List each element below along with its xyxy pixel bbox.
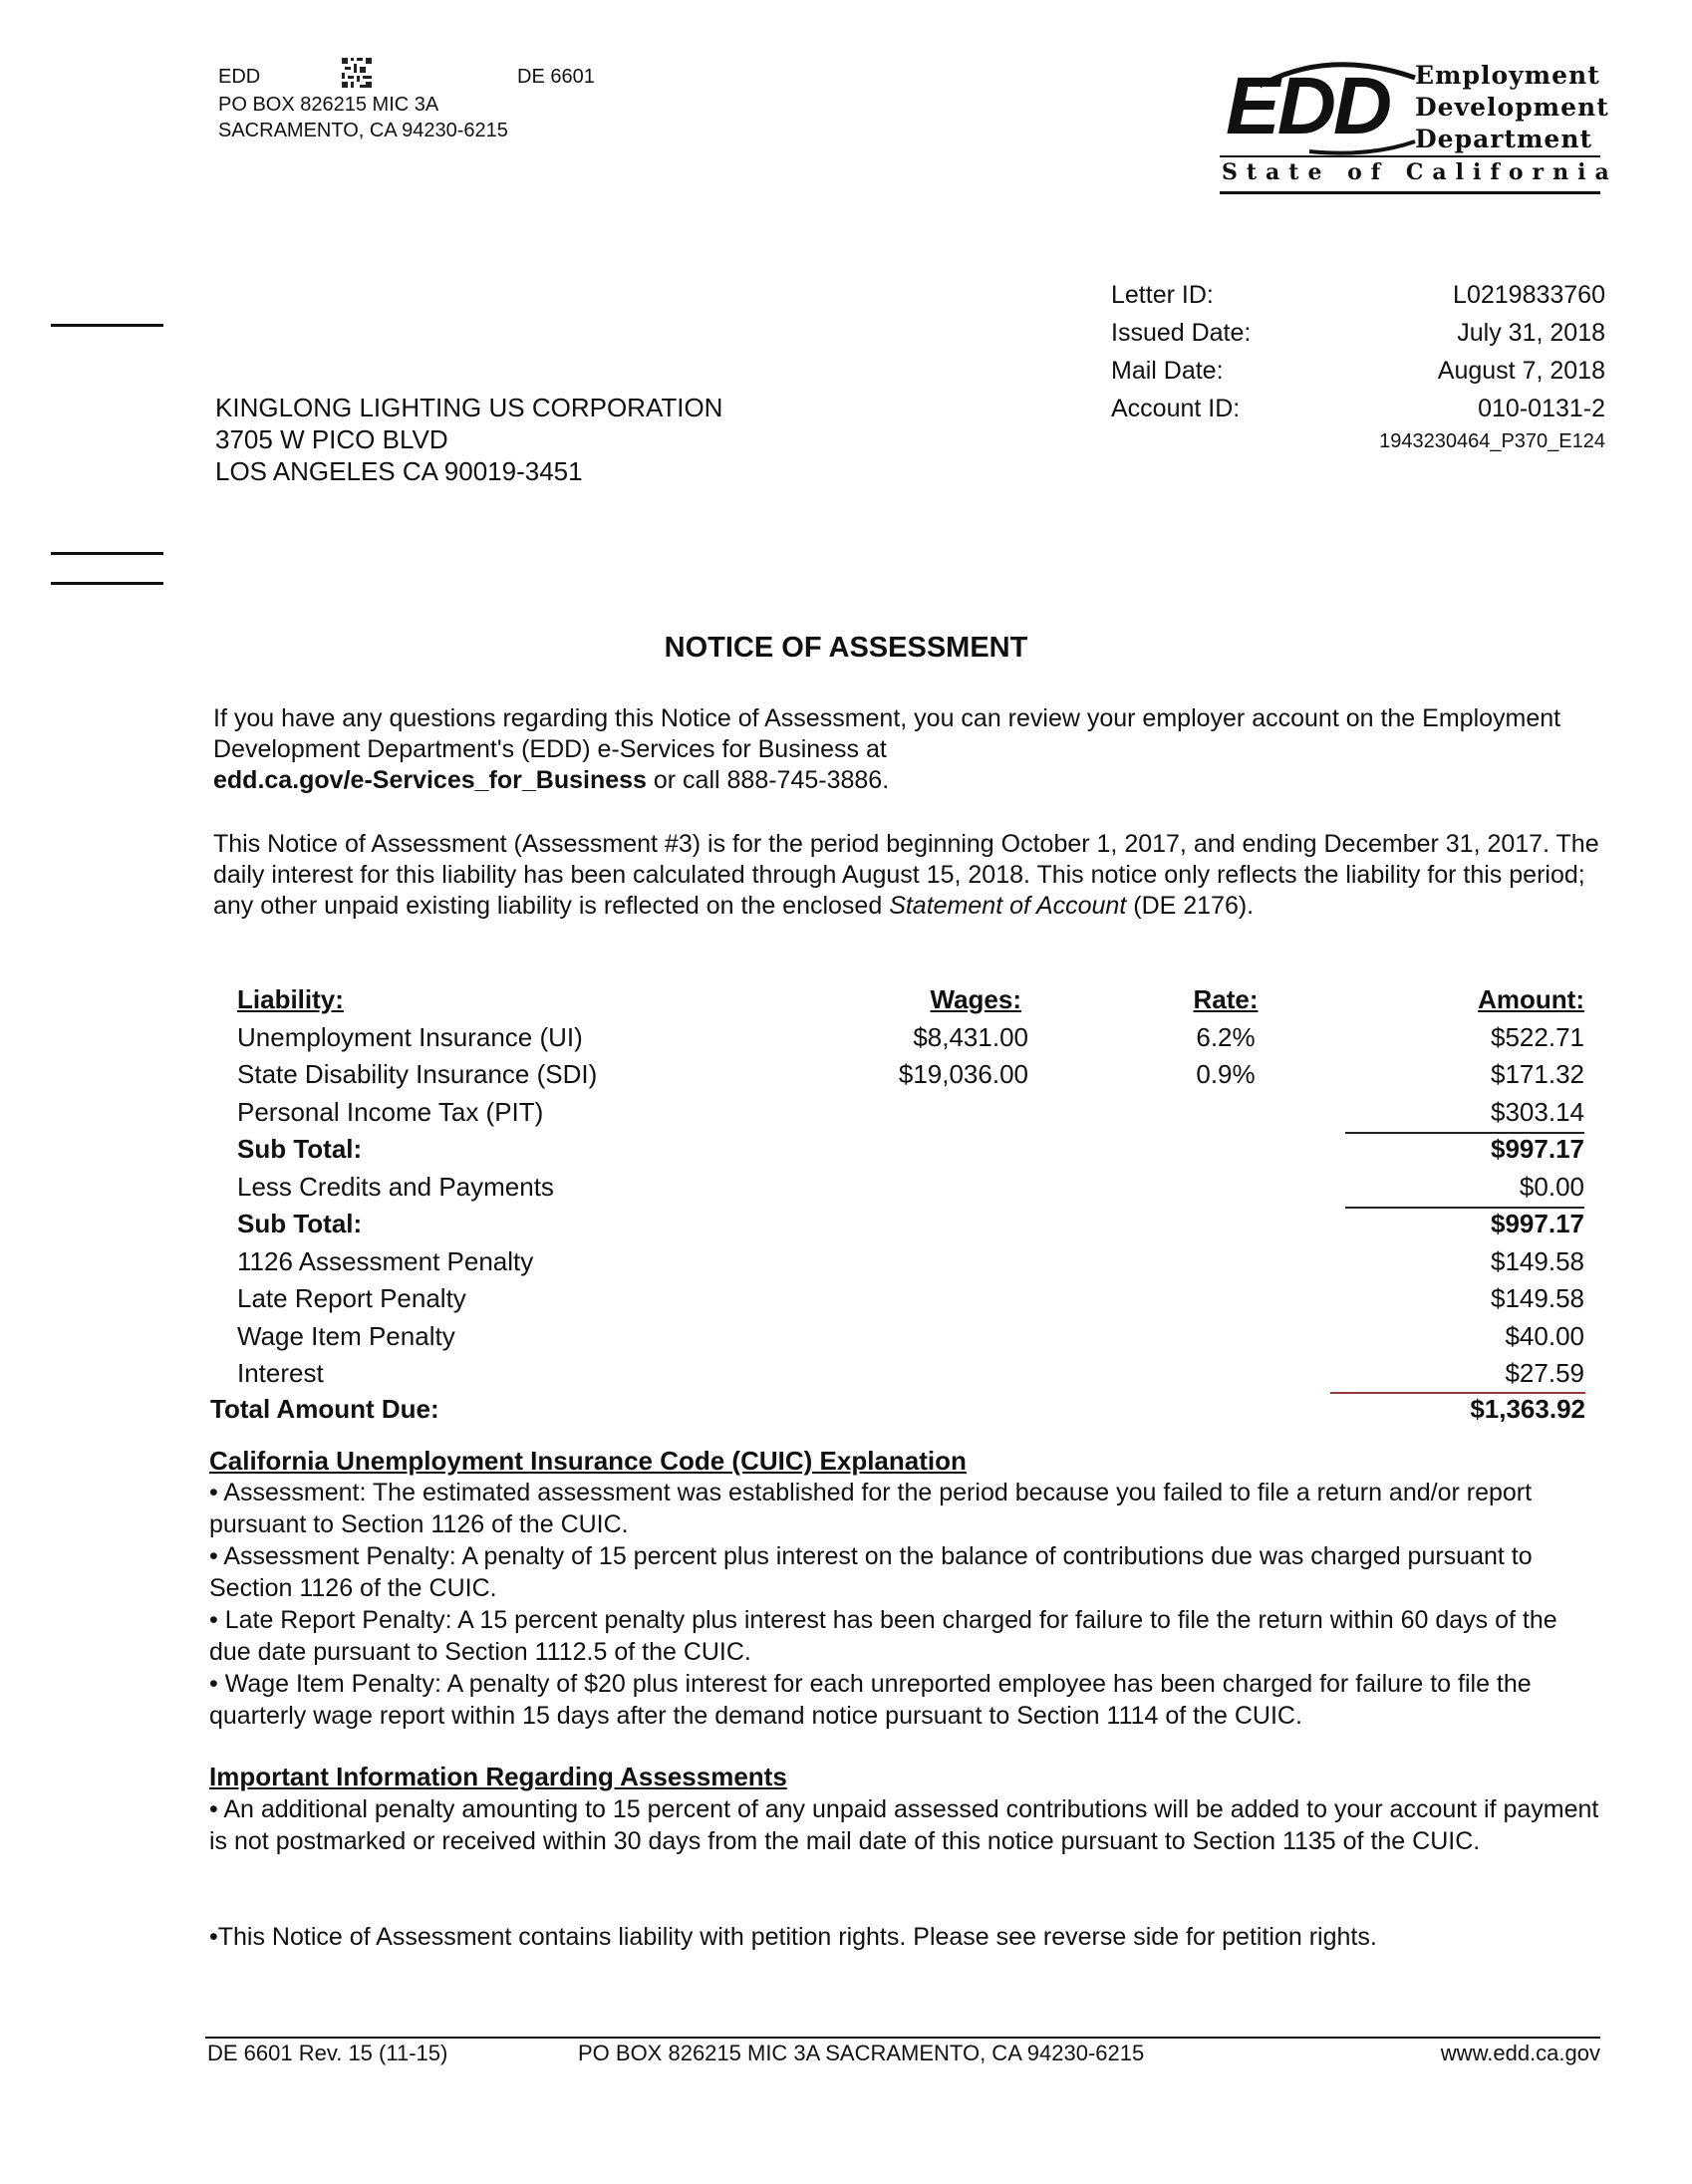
table-row: [209, 1283, 1584, 1321]
logo-name-line1: Employment: [1415, 61, 1600, 90]
liability-table: [209, 984, 1584, 1396]
subtotal-row: [209, 1134, 1584, 1172]
logo-underline: [1220, 191, 1600, 194]
rate-value: 0.9%: [1196, 1059, 1256, 1089]
sender-address-line1: PO BOX 826215 MIC 3A: [218, 94, 439, 116]
wages-value: $19,036.00: [898, 1059, 1028, 1089]
statement-of-account-ref: Statement of Account: [889, 892, 1127, 920]
recipient-city: LOS ANGELES CA 90019-3451: [215, 456, 583, 486]
total-amount: $1,363.92: [1470, 1394, 1585, 1424]
barcode-icon: [342, 58, 372, 88]
sender-org: EDD: [218, 66, 261, 88]
important-info-heading: Important Information Regarding Assessments: [209, 1762, 787, 1791]
amount-value: $0.00: [1519, 1171, 1584, 1202]
table-row: [209, 1059, 1584, 1097]
logo-name-line3: Department: [1415, 125, 1593, 153]
footer-rule: [205, 2037, 1600, 2039]
amount-value: $149.58: [1491, 1283, 1584, 1313]
logo-name-line2: Development: [1415, 93, 1609, 122]
mail-date: August 7, 2018: [1437, 357, 1605, 385]
recipient-street: 3705 W PICO BLVD: [215, 424, 448, 454]
petition-rights-note: •This Notice of Assessment contains liability with petition rights. Please see reverse side for petition rights.: [209, 1923, 1377, 1951]
table-row: [209, 1358, 1584, 1396]
amount-value: $522.71: [1491, 1021, 1584, 1052]
letter-info: [1111, 281, 1605, 452]
liability-label: Interest: [237, 1358, 324, 1388]
liability-label: 1126 Assessment Penalty: [237, 1245, 534, 1276]
amount-value: $149.58: [1491, 1245, 1584, 1276]
page-title: NOTICE OF ASSESSMENT: [664, 632, 1028, 664]
intro-text: If you have any questions regarding this Notice of Assessment, you can review your employer account on the Employment Development Department's (EDD) e-Services for Business at: [213, 704, 1561, 763]
edd-logo: [1220, 56, 1618, 195]
list-item: • Assessment Penalty: A penalty of 15 percent plus interest on the balance of contributions due was charged pursuant to Section 1126 of the CUIC.: [209, 1542, 1533, 1602]
cuic-bullet-list: [209, 1477, 1604, 1732]
letter-id: L0219833760: [1453, 281, 1605, 309]
table-row: [209, 1321, 1584, 1359]
account-id-label: Account ID:: [1111, 395, 1241, 422]
list-item: • Late Report Penalty: A 15 percent penalty plus interest has been charged for failure to file the return within 60 days of the due date pursuant to Section 1112.5 of the CUIC.: [209, 1606, 1557, 1666]
eservices-link[interactable]: edd.ca.gov/e-Services_for_Business: [213, 766, 647, 794]
subtotal-amount: $997.17: [1491, 1134, 1584, 1164]
subtotal-amount: $997.17: [1491, 1209, 1584, 1238]
footer-website[interactable]: www.edd.ca.gov: [1440, 2041, 1600, 2065]
intro-paragraph: [213, 703, 1608, 796]
table-header-row: [209, 984, 1584, 1022]
liability-label: Late Report Penalty: [237, 1283, 466, 1313]
mail-date-label: Mail Date:: [1111, 357, 1224, 385]
table-row: [209, 1022, 1584, 1060]
footer-form-rev: DE 6601 Rev. 15 (11-15): [207, 2041, 453, 2066]
logo-tagline: State of California: [1222, 159, 1618, 185]
liability-label: Wage Item Penalty: [237, 1320, 455, 1351]
issued-date-label: Issued Date:: [1111, 319, 1252, 347]
amount-value: $40.00: [1505, 1320, 1584, 1351]
form-code: DE 6601: [517, 66, 595, 88]
footer-address: PO BOX 826215 MIC 3A SACRAMENTO, CA 94230-6215: [578, 2041, 1145, 2065]
table-row: [209, 1097, 1584, 1135]
subtotal-row: [209, 1209, 1584, 1246]
recipient-address: [215, 392, 722, 487]
liability-label: State Disability Insurance (SDI): [237, 1059, 598, 1089]
list-item: • Wage Item Penalty: A penalty of $20 plus interest for each unreported employee has been charged for failure to file the quarterly wage report within 15 days after the demand notice pursuant to Section 1114 of the CUIC.: [209, 1670, 1532, 1730]
rate-value: 6.2%: [1196, 1021, 1256, 1052]
amount-value: $27.59: [1505, 1358, 1584, 1388]
wages-value: $8,431.00: [913, 1021, 1028, 1052]
subtotal-label: Sub Total:: [237, 1209, 363, 1238]
logo-department-name: [1415, 60, 1609, 155]
subtotal-label: Sub Total:: [237, 1134, 363, 1164]
table-row: [209, 1172, 1584, 1210]
recipient-name: KINGLONG LIGHTING US CORPORATION: [215, 393, 723, 422]
sender-address-line2: SACRAMENTO, CA 94230-6215: [218, 120, 508, 141]
intro-phone-text: or call 888-745-3886.: [646, 766, 890, 794]
col-header-wages: Wages:: [930, 984, 1021, 1014]
total-amount-due-row: [210, 1394, 1585, 1430]
col-header-amount: Amount:: [1478, 984, 1584, 1014]
total-label: Total Amount Due:: [210, 1394, 439, 1424]
letter-id-label: Letter ID:: [1111, 281, 1214, 309]
important-info-bullet: • An additional penalty amounting to 15 percent of any unpaid assessed contributions will be added to your account if payment is not postmarked or received within 30 days from the mail date of this notice pursuant to Section 1135 of the CUIC.: [209, 1795, 1599, 1855]
sender-address: [218, 64, 617, 143]
margin-mark: [51, 324, 163, 327]
period-paragraph: [213, 829, 1608, 922]
col-header-rate: Rate:: [1193, 984, 1259, 1014]
reference-code: 1943230464_P370_E124: [1379, 430, 1605, 452]
liability-label: Less Credits and Payments: [237, 1171, 554, 1202]
amount-value: $171.32: [1491, 1059, 1584, 1089]
period-text: This Notice of Assessment (Assessment #3) is for the period beginning October 1, 2017, and ending December 31, 2017. The daily interest for this liability has been calculated through August 15, 2018. This notice only reflects the liability for this period; any other unpaid existing liability is reflected on the enclosed: [213, 830, 1599, 920]
account-id: 010-0131-2: [1478, 395, 1605, 422]
liability-label: Unemployment Insurance (UI): [237, 1021, 583, 1052]
col-header-liability: Liability:: [237, 984, 344, 1014]
page-footer: [205, 2031, 1600, 2064]
cuic-heading: California Unemployment Insurance Code (CUIC) Explanation: [209, 1446, 967, 1476]
liability-label: Personal Income Tax (PIT): [237, 1096, 544, 1127]
margin-mark: [51, 582, 163, 585]
list-item: • Assessment: The estimated assessment was established for the period because you failed to file a return and/or report pursuant to Section 1126 of the CUIC.: [209, 1479, 1533, 1538]
amount-value: $303.14: [1491, 1096, 1584, 1127]
issued-date: July 31, 2018: [1457, 319, 1605, 347]
margin-mark: [51, 552, 163, 555]
logo-mark: EDD: [1226, 61, 1390, 151]
period-text-end: (DE 2176).: [1126, 892, 1255, 920]
logo-divider: [1220, 155, 1600, 157]
table-row: [209, 1246, 1584, 1284]
